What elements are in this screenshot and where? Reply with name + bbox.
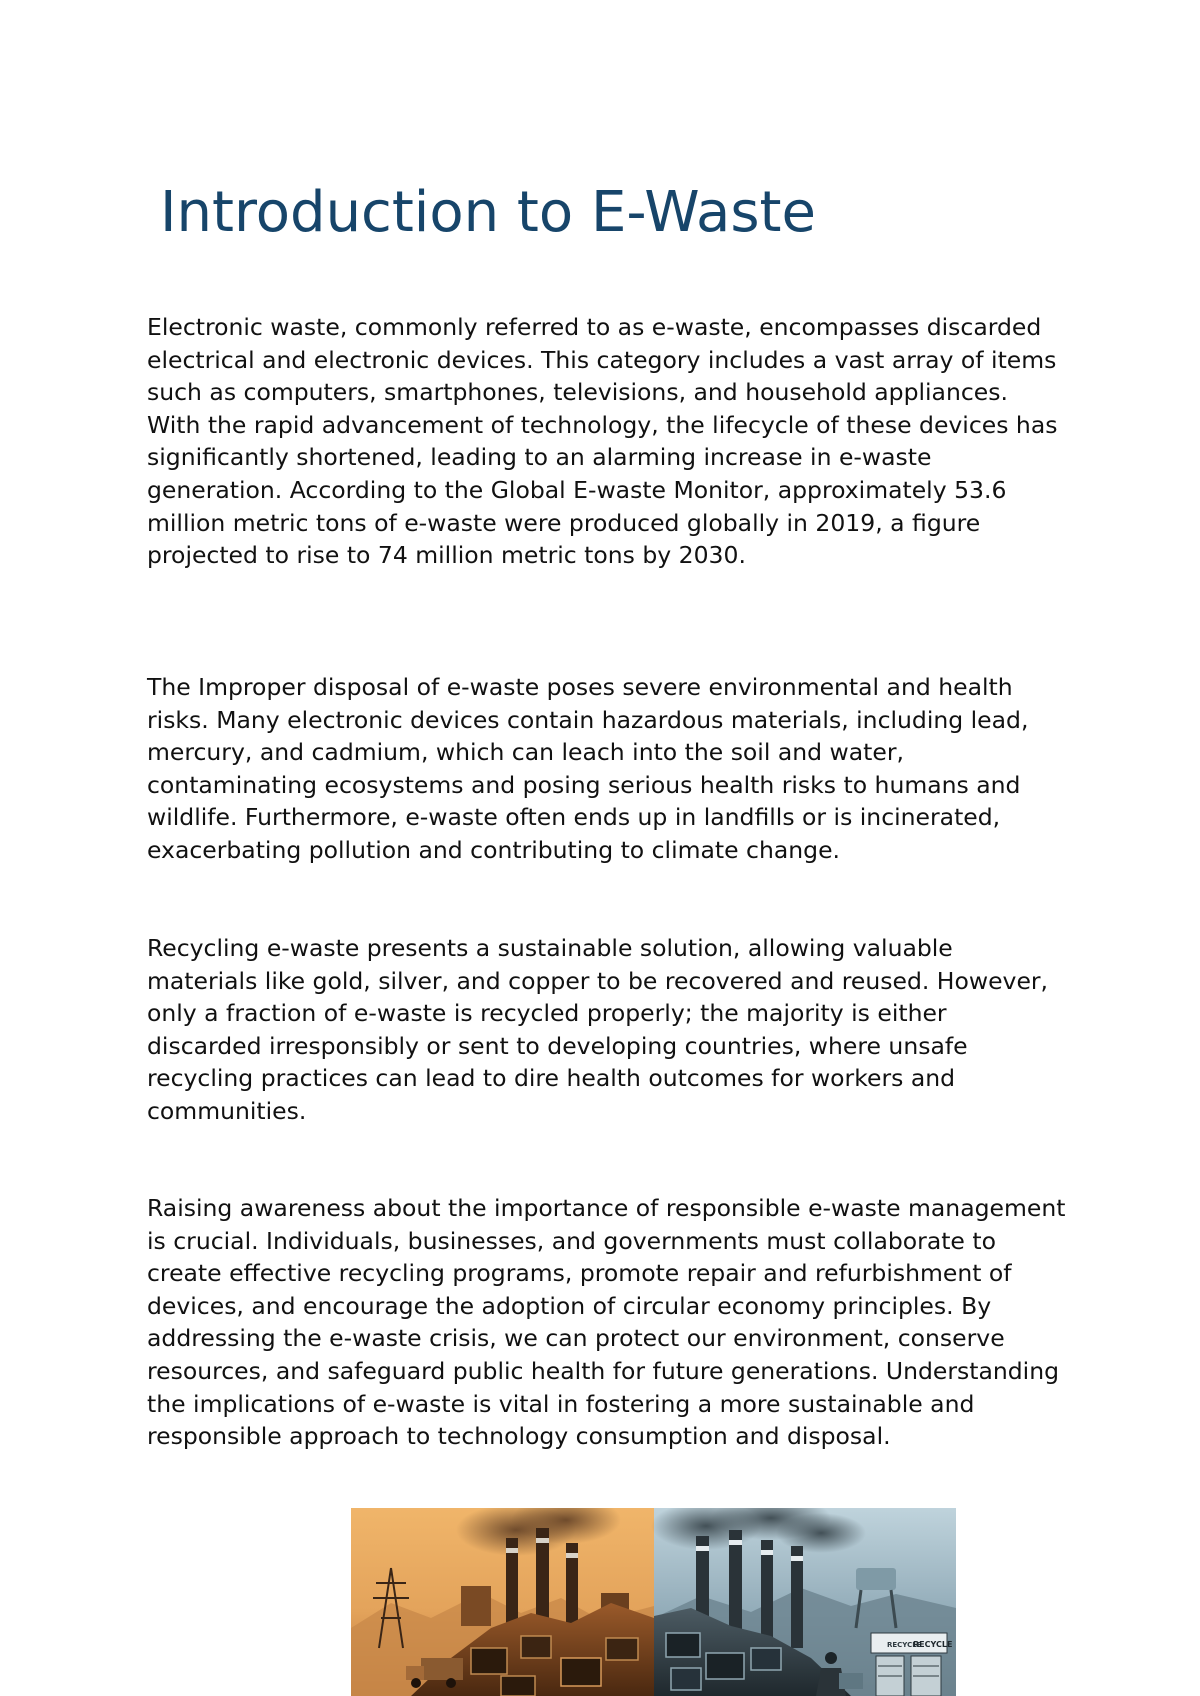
recycle-sign-label-2: RECYCLE <box>913 1640 953 1649</box>
paragraph-risks: The Improper disposal of e-waste poses severe environmental and health risks. Many electronic devices contain hazardous materials, including lead, mercury, and cadmium, which can leach into the soil and water, contaminating ecosystems and posing serious health risks to humans and wildlife. Furthermore, e-waste often ends up in landfills or is incinerated, exacerbating pollution and contributing to climate change. <box>147 673 1029 864</box>
paragraph-recycling: Recycling e-waste presents a sustainable solution, allowing valuable materials like gold, silver, and copper to be recovered and reused. However, only a fraction of e-waste is recycled properly; the majority is either discarded irresponsibly or sent to developing countries, where unsafe recycling practices can lead to dire health outcomes for workers and communities. <box>147 934 1049 1125</box>
ewaste-illustration <box>351 1508 956 1696</box>
paragraph-intro: Electronic waste, commonly referred to as e-waste, encompasses discarded electrical and electronic devices. This category includes a vast array of items such as computers, smartphones, televisions, and household appliances. With the rapid advancement of technology, the lifecycle of these devices has significantly shortened, leading to an alarming increase in e-waste generation. According to the Global E-waste Monitor, approximately 53.6 million metric tons of e-waste were produced globally in 2019, a figure projected to rise to 74 million metric tons by 2030. <box>147 313 1058 570</box>
paragraph-awareness: Raising awareness about the importance of responsible e-waste management is crucial. Individuals, businesses, and governments must collaborate to create effective recycling programs, promote repair and refurbishment of devices, and encourage the adoption of circular economy principles. By addressing the e-waste crisis, we can protect our environment, conserve resources, and safeguard public health for future generations. Understanding the implications of e-waste is vital in fostering a more sustainable and responsible approach to technology consumption and disposal. <box>147 1194 1066 1451</box>
page-title: Introduction to E-Waste <box>160 180 816 245</box>
recycle-sign-label-1: RECYCLE <box>887 1641 922 1649</box>
ewaste-illustration-image <box>351 1508 956 1696</box>
